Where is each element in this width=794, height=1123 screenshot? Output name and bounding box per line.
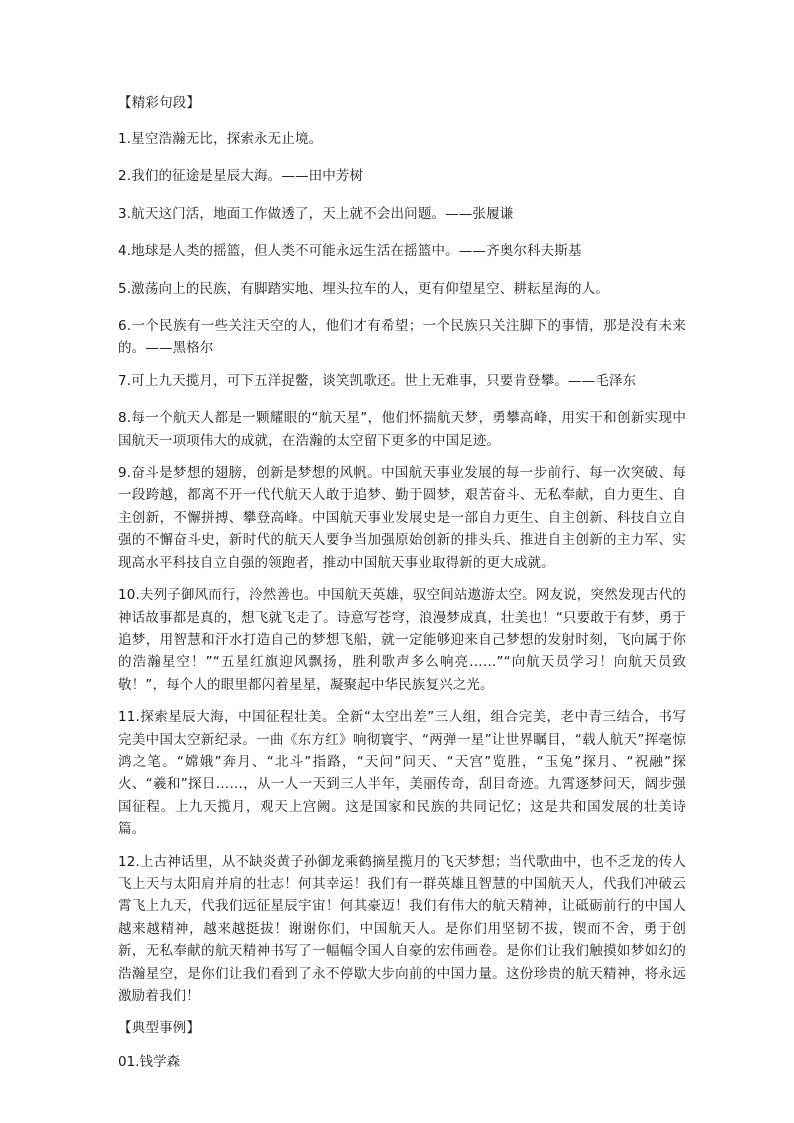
section-heading-cases: 【典型事例】 [118,1020,201,1037]
quote-paragraph-11: 11.探索星辰大海，中国征程壮美。全新“太空出差”三人组，组合完美，老中青三结合，书写完美中国太空新纪录。一曲《东方红》响彻寰宇、“两弹一星”让世界瞩目，“载人航天”挥毫惊鸿之笔。“嫦娥”奔月、“北斗”指路，“天问”问天、“天宫”览胜，“玉兔”探月、“祝融”探火、“羲和”探日……，从一人一天到三人半年，美丽传奇，刮目奇迹。九霄逐梦问天，阔步强国征程。上九天揽月，观天上宫阙。这是国家和民族的共同记忆；这是共和国发展的壮美诗篇。 [118,709,686,838]
quote-paragraph-8: 8.每一个航天人都是一颗耀眼的“航天星”，他们怀揣航天梦，勇攀高峰，用实干和创新实现中国航天一项项伟大的成就，在浩瀚的太空留下更多的中国足迹。 [118,410,686,449]
quote-paragraph-2: 2.我们的征途是星辰大海。——田中芳树 [118,168,364,185]
quote-paragraph-10: 10.夫列子御风而行，泠然善也。中国航天英雄，驭空间站遨游太空。网友说，突然发现古代的神话故事都是真的，想飞就飞走了。诗意写苍穹，浪漫梦成真，壮美也！“只要敢于有梦，勇于追梦，用智慧和汗水打造自己的梦想飞船，就一定能够迎来自己梦想的发射时刻，飞向属于你的浩瀚星空！”“五星红旗迎风飘扬，胜利歌声多么响亮……”“向航天员学习！向航天员致敬！”，每个人的眼里都闪着星星，凝聚起中华民族复兴之光。 [118,587,686,693]
quote-paragraph-6: 6.一个民族有一些关注天空的人，他们才有希望；一个民族只关注脚下的事情，那是没有未来的。——黑格尔 [118,318,686,357]
quote-paragraph-3: 3.航天这门活，地面工作做透了，天上就不会出问题。——张履谦 [118,205,514,222]
section-heading-highlights: 【精彩句段】 [118,95,201,111]
quote-paragraph-12: 12.上古神话里，从不缺炎黄子孙御龙乘鹤摘星揽月的飞天梦想；当代歌曲中，也不乏龙的传人飞上天与太阳肩并肩的壮志！何其幸运！我们有一群英雄且智慧的中国航天人，代我们冲破云霄飞上九天，代我们远征星辰宇宙！何其豪迈！我们有伟大的航天精神，让砥砺前行的中国人越来越精神，越来越挺拔！谢谢你们，中国航天人。是你们用坚韧不拔，锲而不舍，勇于创新，无私奉献的航天精神书写了一幅幅令国人自豪的宏伟画卷。是你们让我们触摸如梦如幻的浩瀚星空，是你们让我们看到了永不停歇大步向前的中国力量。这份珍贵的航天精神，将永远激励着我们！ [118,853,686,1004]
quote-paragraph-9: 9.奋斗是梦想的翅膀，创新是梦想的风帆。中国航天事业发展的每一步前行、每一次突破、每一段跨越，都离不开一代代航天人敢于追梦、勤于圆梦，艰苦奋斗、无私奉献，自力更生、自主创新，不懈拼搏、攀登高峰。中国航天事业发展史是一部自力更生、自主创新、科技自立自强的不懈奋斗史，新时代的航天人要争当加强原始创新的排头兵、推进自主创新的主力军、实现高水平科技自立自强的领跑者，推动中国航天事业取得新的更大成就。 [118,465,686,571]
quote-paragraph-4: 4.地球是人类的摇篮，但人类不可能永远生活在摇篮中。——齐奥尔科夫斯基 [118,243,582,260]
case-item-1: 01.钱学森 [118,1054,180,1071]
quote-paragraph-7: 7.可上九天揽月，可下五洋捉鳖，谈笑凯歌还。世上无难事，只要肯登攀。——毛泽东 [118,372,637,389]
document-page [118,90,686,1071]
quote-paragraph-5: 5.激荡向上的民族，有脚踏实地、埋头拉车的人，更有仰望星空、耕耘星海的人。 [118,280,609,297]
quote-paragraph-1: 1.星空浩瀚无比，探索永无止境。 [118,131,323,147]
